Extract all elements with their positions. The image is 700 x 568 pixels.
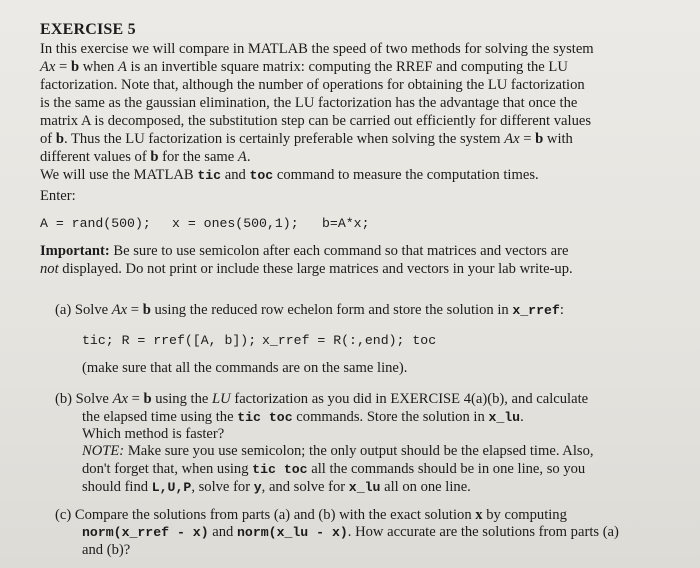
intro-line-7: different values of b for the same A. [40, 149, 251, 165]
intro-line-3: factorization. Note that, although the number of operations for obtaining the LU factorization [40, 77, 585, 93]
enter-command-3: b=A*x; [322, 216, 370, 231]
enter-label: Enter: [40, 188, 76, 204]
important-line-1: Important: Be sure to use semicolon after each command so that matrices and vectors are [40, 243, 569, 259]
enter-command-1: A = rand(500); [40, 216, 151, 231]
intro-line-8: We will use the MATLAB tic and toc command to measure the computation times. [40, 167, 539, 183]
part-a-command-1: tic; R = rref([A, b]); [82, 333, 257, 348]
part-c-line-2: norm(x_rref - x) and norm(x_lu - x). How accurate are the solutions from parts (a) [82, 524, 619, 540]
intro-line-2: Ax = b when A is an invertible square matrix: computing the RREF and computing the LU [40, 59, 568, 75]
part-c-line-1: (c) Compare the solutions from parts (a) and (b) with the exact solution x by computing [55, 507, 567, 523]
enter-command-2: x = ones(500,1); [172, 216, 299, 231]
intro-line-5: matrix A is decomposed, the substitution step can be carried out efficiently for different values [40, 113, 592, 129]
part-b-line-3: Which method is faster? [82, 426, 225, 442]
part-a-command-2: x_rref = R(:,end); toc [262, 333, 437, 348]
part-b-line-4: NOTE: Make sure you use semicolon; the only output should be the elapsed time. Also, [82, 443, 594, 459]
part-b-line-2: the elapsed time using the tic toc commands. Store the solution in x_lu. [82, 409, 524, 425]
intro-line-6: of b. Thus the LU factorization is certainly preferable when solving the system Ax = b with [40, 131, 573, 147]
intro-line-4: is the same as the gaussian elimination, the LU factorization has the advantage that once the [40, 95, 578, 111]
part-c-line-3: and (b)? [82, 542, 131, 558]
part-a-note: (make sure that all the commands are on the same line). [82, 360, 408, 376]
part-b-line-1: (b) Solve Ax = b using the LU factorization as you did in EXERCISE 4(a)(b), and calculate [55, 391, 589, 407]
part-b-line-5: don't forget that, when using tic toc all the commands should be in one line, so you [82, 461, 586, 477]
exercise-title: EXERCISE 5 [40, 21, 136, 38]
part-b-line-6: should find L,U,P, solve for y, and solve for x_lu all on one line. [82, 479, 471, 495]
important-line-2: not displayed. Do not print or include these large matrices and vectors in your lab write-up. [40, 261, 573, 277]
part-a-line-1: (a) Solve Ax = b using the reduced row echelon form and store the solution in x_rref: [55, 302, 564, 318]
intro-line-1: In this exercise we will compare in MATLAB the speed of two methods for solving the system [40, 41, 594, 57]
